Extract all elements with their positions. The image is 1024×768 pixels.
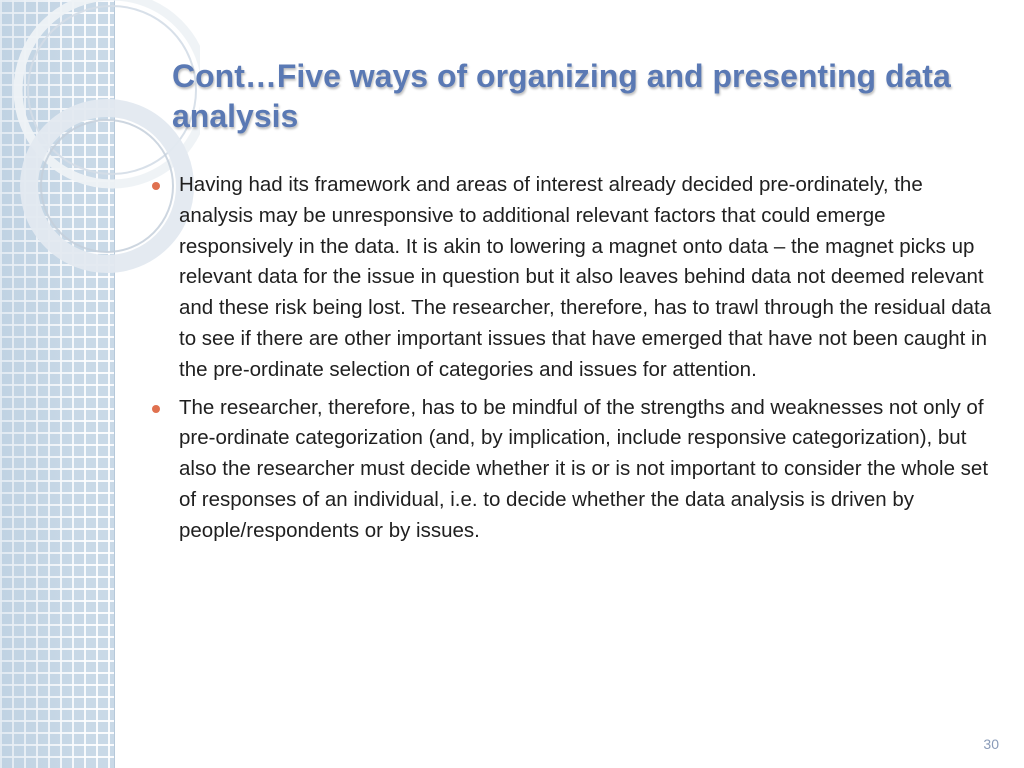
bullet-text-1: Having had its framework and areas of interest already decided pre-ordinately, the analysis may be unresponsive to additional relevant factors that could emerge responsively in the data. It is akin to lowering a magnet onto data – the magnet picks up relevant data for the issue in question but it also leaves behind data not deemed relevant and these risk being lost. The researcher, therefore, has to trawl through the residual data to see if there are other important issues that have emerged that have not been caught in the pre-ordinate selection of categories and issues for attention.	[179, 173, 992, 381]
slide-title: Cont…Five ways of organizing and presenting data analysis	[172, 58, 951, 134]
bullet-dot-icon	[152, 182, 160, 190]
bullet-list	[150, 170, 992, 554]
decorative-grid-band	[0, 0, 115, 768]
bullet-text-2: The researcher, therefore, has to be mindful of the strengths and weaknesses not only of pre-ordinate categorization (and, by implication, include responsive categorization), but also the researcher must decide whether it is or is not important to consider the whole set of responses of an individual, i.e. to decide whether the data analysis is driven by people/respondents or by issues.	[179, 395, 989, 542]
page-number: 30	[983, 736, 999, 752]
bullet-dot-icon	[152, 405, 160, 413]
bullet-item-2	[150, 393, 992, 547]
bullet-item-1	[150, 170, 992, 386]
